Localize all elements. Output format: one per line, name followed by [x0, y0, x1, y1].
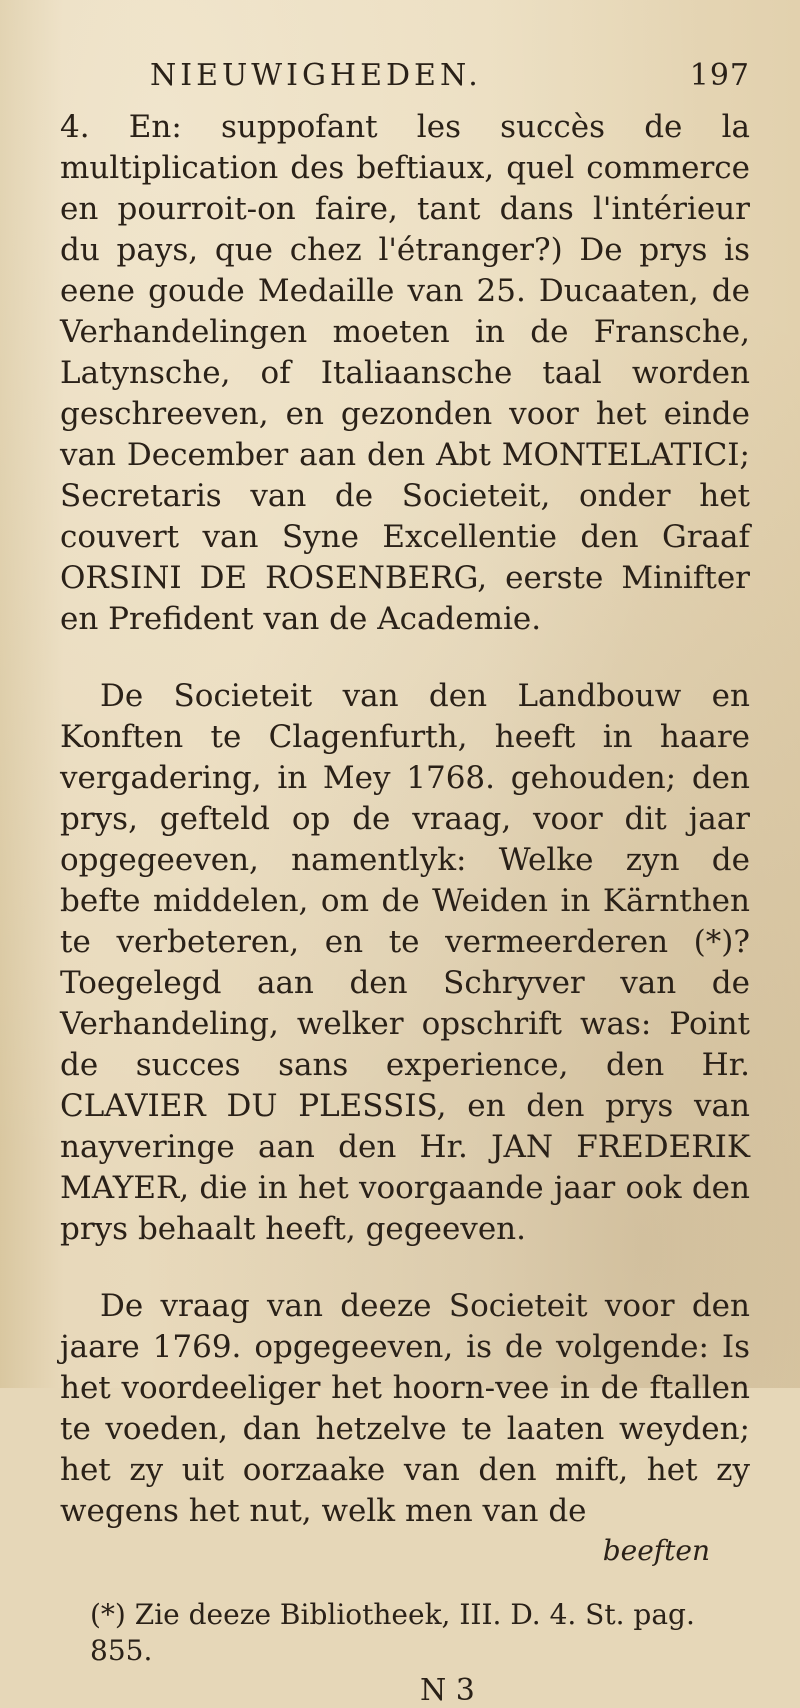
page-number: 197	[689, 58, 750, 93]
running-head-title: NIEUWIGHEDEN.	[150, 58, 482, 93]
page-content	[60, 58, 750, 1708]
signature-mark: N 3	[420, 1673, 475, 1708]
paragraph-society-clagenfurth: De Societeit van den Landbouw en Konften te Clagenfurth, heeft in haare vergadering, in Mey 1768. gehouden; den prys, gefteld op de vraag, voor dit jaar opgegeeven, namentlyk: Welke zyn de befte middelen, om de Weiden in Kärnthen te verbeteren, en te vermeerderen (*)? Toegelegd aan den Schryver van de Verhandeling, welker opschrift was: Point de succes sans experience, den Hr. CLAVIER DU PLESSIS, en den prys van nayveringe aan den Hr. JAN FREDERIK MAYER, die in het voorgaande jaar ook den prys behaalt heeft, gegeeven.	[60, 678, 750, 1247]
paragraph-question-1769: De vraag van deeze Societeit voor den jaare 1769. opgegeeven, is de volgende: Is het voordeeliger het hoorn-vee in de ftallen te voeden, dan hetzelve te laaten weyden; het zy uit oorzaake van den mift, het zy wegens het nut, welk men van de	[60, 1288, 750, 1529]
paragraph-prize-medal: 4. En: suppofant les succès de la multiplication des beftiaux, quel commerce en pourroit-on faire, tant dans l'intérieur du pays, que chez l'étranger?) De prys is eene goude Medaille van 25. Ducaaten, de Verhandelingen moeten in de Fransche, Latynsche, of Italiaansche taal worden geschreeven, en gezonden voor het einde van December aan den Abt MONTELATICI; Secretaris van de Societeit, onder het couvert van Syne Excellentie den Graaf ORSINI DE ROSENBERG, eerste Minifter en Prefident van de Academie.	[60, 109, 750, 637]
catchword: beeften	[602, 1534, 710, 1567]
running-head	[150, 58, 750, 93]
footnote: (*) Zie deeze Bibliotheek, III. D. 4. St. pag. 855.	[90, 1598, 695, 1667]
